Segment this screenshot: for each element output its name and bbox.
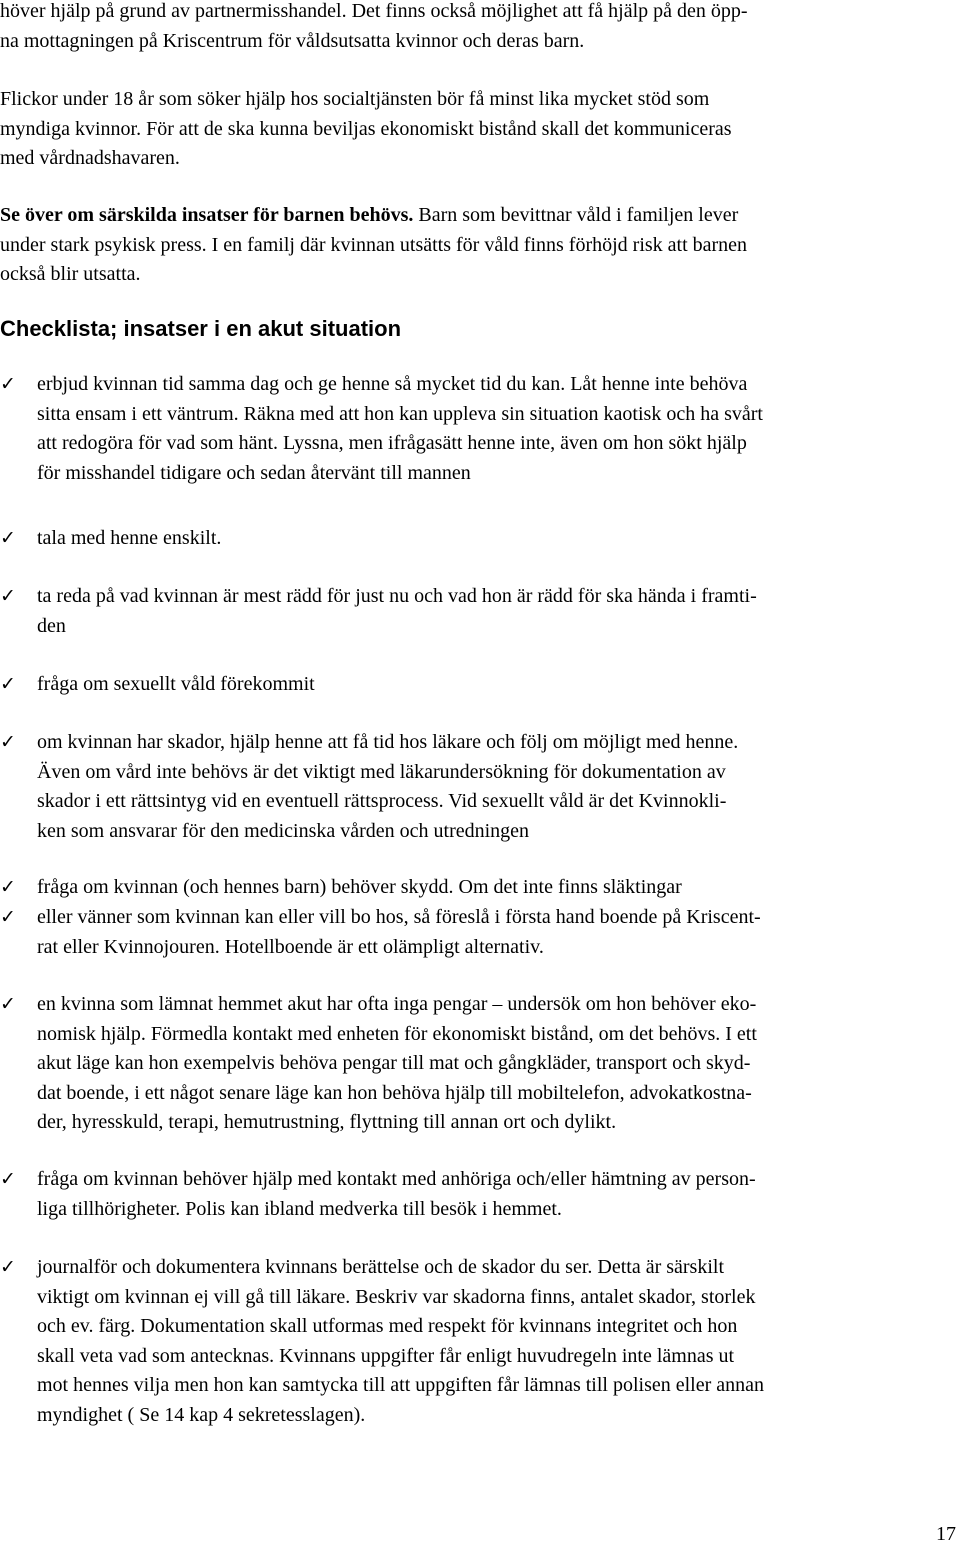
intro-paragraph-1 (0, 0, 960, 56)
checklist-item-text (37, 370, 763, 488)
text-line (0, 201, 960, 231)
checkmark-icon: ✓ (0, 1256, 16, 1278)
text-line: fråga om kvinnan (och hennes barn) behöver skydd. Om det inte finns släktingar (37, 876, 682, 898)
checkmark-icon: ✓ (0, 527, 16, 549)
checklist-item-text (37, 670, 315, 700)
text-line: för misshandel tidigare och sedan återvänt till mannen (37, 461, 471, 484)
checkmark-icon: ✓ (0, 906, 16, 928)
text-line: akut läge kan hon exempelvis behöva pengar till mat och gångkläder, transport och skyd- (37, 1052, 751, 1075)
text-line: myndighet ( Se 14 kap 4 sekretesslagen). (37, 1403, 366, 1426)
text-line: viktigt om kvinnan ej vill gå till läkare. Beskriv var skadorna finns, antalet skador, storlek (37, 1285, 756, 1308)
checklist-item-text (37, 903, 761, 962)
text-line: tala med henne enskilt. (37, 527, 222, 549)
text-line: na mottagningen på Kriscentrum för våldsutsatta kvinnor och deras barn. (0, 29, 585, 52)
text-line: mot hennes vilja men hon kan samtycka till att uppgiften får lämnas till polisen eller annan (37, 1374, 765, 1397)
checklist-item-text (37, 1165, 756, 1224)
text-line: eller vänner som kvinnan kan eller vill bo hos, så föreslå i första hand boende på Kriscent- (37, 906, 761, 928)
intro-paragraph-3 (0, 201, 960, 290)
text-line: också blir utsatta. (0, 263, 141, 286)
text-line: skall veta vad som antecknas. Kvinnans uppgifter får enligt huvudregeln inte lämnas ut (37, 1344, 735, 1367)
checkmark-icon: ✓ (0, 373, 16, 395)
checkmark-icon: ✓ (0, 731, 16, 753)
text-line: dat boende, i ett något senare läge kan hon behöva hjälp till mobiltelefon, advokatkostna- (37, 1081, 752, 1104)
text-line: om kvinnan har skador, hjälp henne att få tid hos läkare och följ om möjligt med henne. (37, 731, 739, 753)
page-number: 17 (936, 1523, 956, 1545)
intro-paragraph-2 (0, 85, 960, 174)
checkmark-icon: ✓ (0, 876, 16, 898)
checklist-item-text (37, 873, 682, 903)
text-line: den (37, 614, 66, 637)
checkmark-icon: ✓ (0, 1168, 16, 1190)
checklist-item-text (37, 728, 738, 846)
text-line: skador i ett rättsintyg vid en eventuell rättsprocess. Vid sexuellt våld är det Kvinnokli- (37, 790, 727, 813)
checklist-heading: Checklista; insatser i en akut situation (0, 316, 402, 341)
checklist-item-text (37, 524, 221, 554)
text-line: sitta ensam i ett väntrum. Räkna med att hon kan uppleva sin situation kaotisk och ha svårt (37, 402, 763, 425)
checkmark-icon: ✓ (0, 673, 16, 695)
text-line: erbjud kvinnan tid samma dag och ge henne så mycket tid du kan. Låt henne inte behöva (37, 373, 748, 395)
text-line: ta reda på vad kvinnan är mest rädd för just nu och vad hon är rädd för ska hända i framti- (37, 585, 757, 607)
text-run: Barn som bevittnar våld i familjen lever (413, 204, 739, 226)
text-line: med vårdnadshavaren. (0, 147, 180, 170)
text-line: fråga om kvinnan behöver hjälp med kontakt med anhöriga och/eller hämtning av person- (37, 1168, 756, 1190)
text-line: fråga om sexuellt våld förekommit (37, 673, 315, 695)
text-line: och ev. färg. Dokumentation skall utformas med respekt för kvinnans integritet och hon (37, 1315, 738, 1338)
text-line: rat eller Kvinnojouren. Hotellboende är ett olämpligt alternativ. (37, 935, 544, 958)
checkmark-icon: ✓ (0, 993, 16, 1015)
text-line: liga tillhörigheter. Polis kan ibland medverka till besök i hemmet. (37, 1197, 562, 1220)
checkmark-icon: ✓ (0, 585, 16, 607)
checklist-item-text (37, 1253, 764, 1431)
text-line: Även om vård inte behövs är det viktigt med läkarundersökning för dokumentation av (37, 760, 726, 783)
checklist-item-text (37, 582, 757, 641)
text-line: höver hjälp på grund av partnermisshandel. Det finns också möjlighet att få hjälp på den öpp- (0, 0, 748, 22)
text-line: nomisk hjälp. Förmedla kontakt med enheten för ekonomiskt bistånd, om det behövs. I ett (37, 1022, 757, 1045)
bold-lead-in: Se över om särskilda insatser för barnen behövs. (0, 204, 414, 226)
text-line: journalför och dokumentera kvinnans berättelse och de skador du ser. Detta är särskilt (37, 1256, 725, 1278)
text-line: myndiga kvinnor. För att de ska kunna beviljas ekonomiskt bistånd skall det kommuniceras (0, 117, 732, 140)
text-line: en kvinna som lämnat hemmet akut har ofta inga pengar – undersök om hon behöver eko- (37, 993, 757, 1015)
text-line: ken som ansvarar för den medicinska vården och utredningen (37, 819, 530, 842)
text-line: der, hyresskuld, terapi, hemutrustning, flyttning till annan ort och dylikt. (37, 1111, 617, 1134)
text-line: Flickor under 18 år som söker hjälp hos socialtjänsten bör få minst lika mycket stöd som (0, 88, 710, 110)
text-line: att redogöra för vad som hänt. Lyssna, men ifrågasätt henne inte, även om hon sökt hjälp (37, 432, 747, 455)
checklist-item-text (37, 990, 757, 1138)
text-line: under stark psykisk press. I en familj där kvinnan utsätts för våld finns förhöjd risk att barnen (0, 233, 748, 256)
